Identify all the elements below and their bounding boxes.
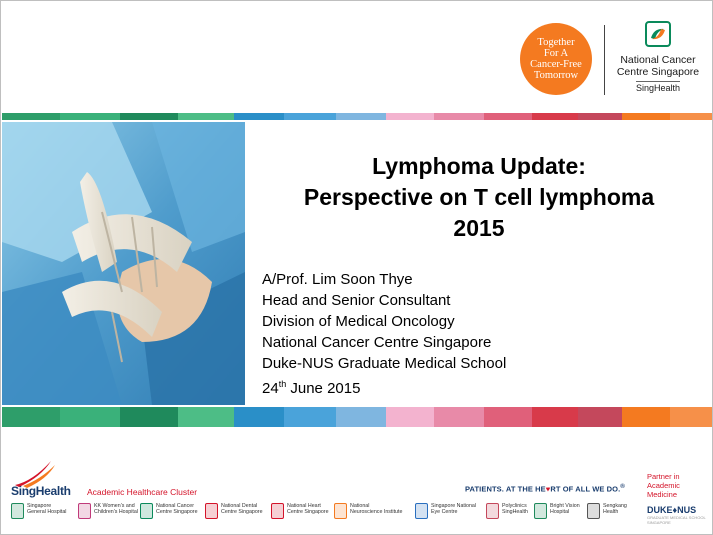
institution-label: National Cancer Centre Singapore [156, 503, 198, 515]
date-rest: June 2015 [286, 380, 361, 397]
duke-nus-name: DUKE♦NUS [647, 505, 697, 515]
institution-logo [534, 503, 580, 519]
institution-label: National Neuroscience Institute [350, 503, 403, 515]
author-name: A/Prof. Lim Soon Thye [262, 271, 413, 288]
partner-line1: Partner in [647, 472, 680, 481]
institution-label: Bright Vision Hospital [550, 503, 580, 515]
institution-logo [334, 503, 402, 519]
date-day: 24 [262, 380, 279, 397]
presentation-date [262, 374, 506, 399]
institution-label: Singapore General Hospital [27, 503, 67, 515]
institution-logo [78, 503, 138, 519]
band-segment [284, 113, 336, 120]
date-suffix: th [278, 379, 287, 389]
band-segment [622, 113, 670, 120]
title-line: Perspective on T cell lymphoma [303, 184, 655, 210]
badge-line: Cancer-Free [530, 59, 582, 70]
institution-label: National Heart Centre Singapore [287, 503, 329, 515]
top-color-band [2, 113, 713, 120]
author-position: Head and Senior Consultant [262, 292, 451, 309]
band-segment [578, 407, 622, 427]
band-segment [484, 113, 532, 120]
institution-emblem-icon [334, 503, 347, 519]
nccs-logo-icon [645, 21, 671, 47]
band-segment [120, 407, 178, 427]
cancer-free-badge [520, 23, 592, 95]
institution-label: National Dental Centre Singapore [221, 503, 263, 515]
band-segment [2, 113, 60, 120]
institution-label: KK Women's and Children's Hospital [94, 503, 138, 515]
band-segment [2, 407, 60, 427]
singhealth-brand: SingHealth [11, 484, 71, 498]
institution-emblem-icon [11, 503, 24, 519]
institution-emblem-icon [486, 503, 499, 519]
tagline-post: RT OF ALL WE DO. [550, 484, 621, 494]
institution-emblem-icon [205, 503, 218, 519]
author-school: Duke-NUS Graduate Medical School [262, 355, 507, 372]
institution-logo [587, 503, 627, 519]
institution-emblem-icon [271, 503, 284, 519]
header-divider [604, 25, 605, 95]
band-segment [386, 113, 434, 120]
cluster-label: Academic Healthcare Cluster [87, 487, 198, 497]
author-division: Division of Medical Oncology [262, 313, 455, 330]
institution-logo [486, 503, 528, 519]
band-segment [532, 407, 578, 427]
band-segment [386, 407, 434, 427]
badge-line: Tomorrow [533, 70, 579, 81]
band-segment [578, 113, 622, 120]
band-segment [120, 113, 178, 120]
band-segment [284, 407, 336, 427]
band-segment [336, 113, 386, 120]
band-segment [434, 113, 484, 120]
institution-logo [205, 503, 263, 519]
institution-label: Sengkang Health [603, 503, 627, 515]
band-segment [336, 407, 386, 427]
title-line: 2015 [453, 215, 505, 241]
institution-label: Singapore National Eye Centre [431, 503, 477, 515]
institution-logo [271, 503, 329, 519]
heart-icon: ♥ [545, 484, 551, 494]
institution-logo [415, 503, 476, 519]
tagline-pre: PATIENTS. AT THE HE [465, 484, 546, 494]
band-segment [434, 407, 484, 427]
author-block [262, 269, 506, 399]
nccs-name-line2: Centre Singapore [616, 66, 700, 78]
band-segment [670, 407, 713, 427]
partner-line2: Academic Medicine [647, 481, 680, 499]
bottom-color-band [2, 407, 713, 427]
registered-mark: ® [620, 483, 626, 490]
institution-logos [11, 503, 641, 525]
hands-illustration [2, 122, 245, 405]
band-segment [234, 407, 284, 427]
band-segment [178, 407, 234, 427]
band-segment [670, 113, 713, 120]
band-segment [60, 407, 120, 427]
band-segment [60, 113, 120, 120]
band-segment [532, 113, 578, 120]
institution-logo [140, 503, 198, 519]
band-segment [234, 113, 284, 120]
badge-line: Together [537, 37, 575, 48]
institution-logo [11, 503, 66, 519]
band-segment [484, 407, 532, 427]
partner-label [647, 472, 712, 499]
tagline [465, 483, 625, 494]
band-segment [622, 407, 670, 427]
duke-nus-sub: GRADUATE MEDICAL SCHOOL SINGAPORE [647, 515, 706, 525]
institution-label: Polyclinics SingHealth [502, 503, 528, 515]
slide-title [247, 151, 711, 244]
nccs-logo-block [610, 21, 706, 96]
surgeons-hands-photo [2, 122, 245, 405]
institution-emblem-icon [78, 503, 91, 519]
institution-emblem-icon [534, 503, 547, 519]
institution-emblem-icon [415, 503, 428, 519]
nccs-subtitle: SingHealth [635, 83, 681, 93]
institution-emblem-icon [140, 503, 153, 519]
author-institution: National Cancer Centre Singapore [262, 334, 492, 351]
duke-nus-logo [647, 505, 712, 525]
badge-line: For A [543, 48, 569, 59]
band-segment [178, 113, 234, 120]
nccs-name-line1: National Cancer [620, 54, 696, 66]
title-line: Lymphoma Update: [372, 153, 586, 179]
institution-emblem-icon [587, 503, 600, 519]
